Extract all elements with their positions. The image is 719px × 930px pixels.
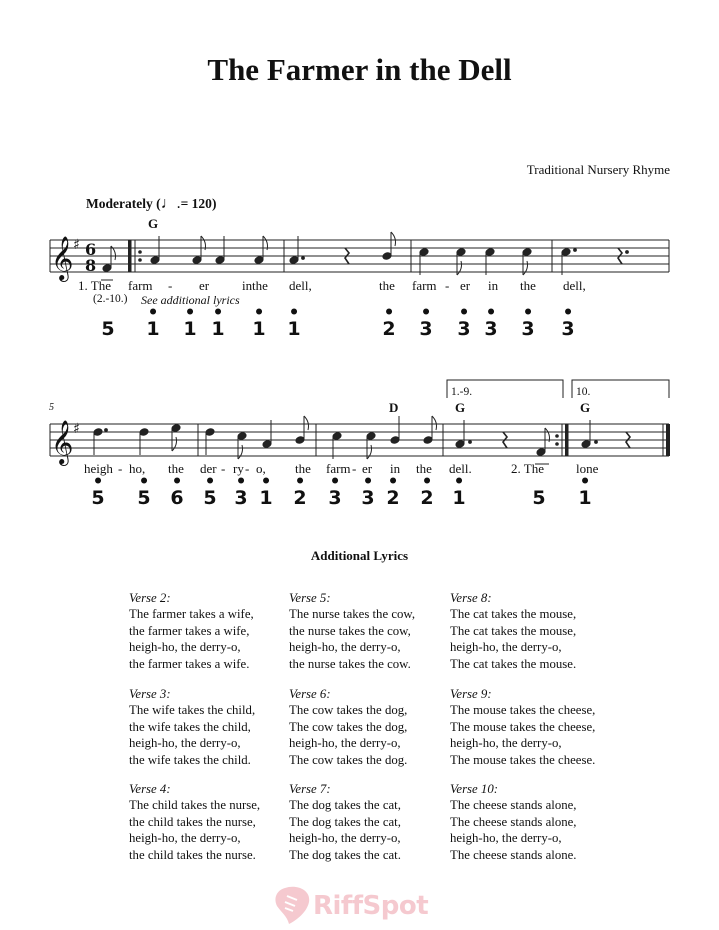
lyric-syllable: - <box>445 278 450 293</box>
blow-dot-icon: • <box>453 472 465 492</box>
blow-dot-icon: • <box>212 303 224 323</box>
composer-credit: Traditional Nursery Rhyme <box>526 162 670 177</box>
harmonica-tab <box>454 303 474 340</box>
lyric-syllable: ry <box>233 461 244 476</box>
verse-line: The cheese stands alone, <box>450 814 577 829</box>
verse-line: heigh-ho, the derry-o, <box>129 831 241 846</box>
verse-heading: Verse 2: <box>129 591 171 605</box>
harmonica-tab <box>529 487 549 509</box>
dotted-quarter-note-icon: ♩. <box>160 195 181 212</box>
draw-dot-icon: • <box>485 303 497 323</box>
blow-dot-icon: • <box>288 303 300 323</box>
harmonica-hole-number: 5 <box>91 487 105 509</box>
verse-block <box>289 686 407 768</box>
harmonica-hole-number: 1 <box>211 318 225 340</box>
draw-dot-icon: • <box>421 472 433 492</box>
lyric-syllable: in <box>488 278 499 293</box>
verse-line: heigh-ho, the derry-o, <box>129 640 241 655</box>
second-ending-label: 10. <box>576 386 591 398</box>
verse-line: The cat takes the mouse, <box>450 623 577 638</box>
verse-line: heigh-ho, the derry-o, <box>289 736 401 751</box>
draw-dot-icon: • <box>522 303 534 323</box>
svg-text:6: 6 <box>85 240 97 259</box>
verse-line: heigh-ho, the derry-o, <box>450 831 562 846</box>
harmonica-tab <box>383 472 403 509</box>
chord-symbol: G <box>580 400 591 415</box>
lyric-syllable: - <box>352 461 357 476</box>
harmonica-tab <box>284 303 304 340</box>
draw-dot-icon: • <box>329 472 341 492</box>
verse-line: the farmer takes a wife, <box>129 623 250 638</box>
lyric-syllable: the <box>295 461 311 476</box>
harmonica-hole-number: 3 <box>328 487 342 509</box>
logo-wordmark: RiffSpot <box>313 891 429 921</box>
lyric-syllable: farm <box>412 278 437 293</box>
harmonica-hole-number: 1 <box>183 318 197 340</box>
harmonica-hole-number: 2 <box>382 318 396 340</box>
verse-heading: Verse 9: <box>450 687 492 701</box>
harmonica-tab <box>325 472 345 509</box>
harmonica-hole-number: 2 <box>293 487 307 509</box>
draw-dot-icon: • <box>420 303 432 323</box>
svg-text:♯: ♯ <box>73 237 80 253</box>
verse-line: The child takes the nurse, <box>129 798 261 813</box>
verse-line: The dog takes the cat, <box>289 798 401 813</box>
verse-line: The mouse takes the cheese, <box>450 703 596 718</box>
blow-dot-icon: • <box>579 472 591 492</box>
lyric-syllable: the <box>520 278 536 293</box>
harmonica-hole-number: 3 <box>457 318 471 340</box>
verse-line: heigh-ho, the derry-o, <box>289 831 401 846</box>
lyric-syllable: in <box>242 278 253 293</box>
lyric-syllable: dell, <box>289 278 312 293</box>
lyric-syllable: ho, <box>129 461 146 476</box>
verse-line: The dog takes the cat, <box>289 814 401 829</box>
verse-line: heigh-ho, the derry-o, <box>289 640 401 655</box>
harmonica-tab <box>249 303 269 340</box>
lyric-syllable: farm <box>326 461 351 476</box>
harmonica-tab <box>417 472 437 509</box>
svg-text:♯: ♯ <box>73 421 80 437</box>
harmonica-hole-number: 5 <box>101 318 115 340</box>
lyric-syllable: er <box>362 461 373 476</box>
see-additional-lyrics-note: See additional lyrics <box>141 293 240 307</box>
verse-block <box>450 590 576 672</box>
lyric-syllable: dell. <box>449 461 472 476</box>
lyric-syllable: lone <box>576 461 599 476</box>
verse-line: The cow takes the dog, <box>289 703 408 718</box>
verse-heading: Verse 3: <box>129 687 171 701</box>
lyric-syllable: in <box>390 461 401 476</box>
harmonica-hole-number: 5 <box>203 487 217 509</box>
verse-heading: Verse 8: <box>450 591 492 605</box>
harmonica-hole-number: 1 <box>259 487 273 509</box>
verse-line: heigh-ho, the derry-o, <box>129 736 241 751</box>
verse-line: the nurse takes the cow. <box>289 656 411 671</box>
lyric-syllable: er <box>460 278 471 293</box>
chord-symbol: D <box>389 400 399 415</box>
verse-block <box>450 686 595 768</box>
draw-dot-icon: • <box>362 472 374 492</box>
verse-line: The cheese stands alone. <box>450 847 577 862</box>
chord-symbol: G <box>455 400 466 415</box>
harmonica-tab <box>558 303 578 340</box>
lyric-syllable: the <box>379 278 395 293</box>
verse-line: heigh-ho, the derry-o, <box>450 736 562 751</box>
lyric-syllable: heigh <box>84 461 113 476</box>
verse-heading: Verse 5: <box>289 591 331 605</box>
harmonica-hole-number: 3 <box>484 318 498 340</box>
harmonica-tab <box>481 303 501 340</box>
harmonica-hole-number: 1 <box>146 318 160 340</box>
lyric-syllable: the <box>252 278 268 293</box>
lyric-syllable: the <box>416 461 432 476</box>
verse-line: The nurse takes the cow, <box>289 607 416 622</box>
verse-block <box>289 781 401 863</box>
verse-line: the nurse takes the cow, <box>289 623 411 638</box>
verse-line: the wife takes the child. <box>129 752 251 767</box>
harmonica-hole-number: 3 <box>521 318 535 340</box>
svg-text:𝄞: 𝄞 <box>51 236 74 280</box>
draw-dot-icon: • <box>387 472 399 492</box>
verse-block <box>129 590 254 672</box>
chord-symbol: G <box>148 216 159 231</box>
verse-heading: Verse 6: <box>289 687 331 701</box>
verse-line: The dog takes the cat. <box>289 847 401 862</box>
additional-lyrics-heading: Additional Lyrics <box>310 548 409 563</box>
draw-dot-icon: • <box>294 472 306 492</box>
verse-line: the child takes the nurse, <box>129 814 256 829</box>
verse-heading: Verse 7: <box>289 782 331 796</box>
draw-dot-icon: • <box>138 472 150 492</box>
blow-dot-icon: • <box>253 303 265 323</box>
harmonica-hole-number: 3 <box>234 487 248 509</box>
draw-dot-icon: • <box>235 472 247 492</box>
harmonica-tab <box>358 472 378 509</box>
lyric-syllable: 2. The <box>511 461 544 476</box>
harmonica-hole-number: 1 <box>287 318 301 340</box>
verse-range-label: (2.-10.) <box>93 293 128 305</box>
harmonica-hole-number: 2 <box>386 487 400 509</box>
verse-line: The cheese stands alone, <box>450 798 577 813</box>
harmonica-tab <box>208 303 228 340</box>
svg-text:8: 8 <box>85 256 97 275</box>
lyric-syllable: - <box>118 461 123 476</box>
blow-dot-icon: • <box>147 303 159 323</box>
verse-block <box>450 781 577 863</box>
tempo-bpm: = 120 <box>180 196 212 211</box>
verse-line: The mouse takes the cheese. <box>450 752 596 767</box>
lyric-syllable: - <box>245 461 250 476</box>
svg-text:𝄞: 𝄞 <box>51 420 74 464</box>
harmonica-tab <box>379 303 399 340</box>
harmonica-tab <box>143 303 163 340</box>
verse-line: The cat takes the mouse. <box>450 656 577 671</box>
draw-dot-icon: • <box>171 472 183 492</box>
lyric-syllable: der <box>200 461 217 476</box>
harmonica-tab <box>200 472 220 509</box>
tempo-label: Moderately <box>86 196 153 211</box>
measure-number: 5 <box>49 402 54 413</box>
verse-line: The farmer takes a wife, <box>129 607 254 622</box>
verse-block <box>289 590 415 672</box>
harmonica-hole-number: 2 <box>420 487 434 509</box>
verse-line: The cat takes the mouse, <box>450 607 577 622</box>
harmonica-tab <box>98 318 118 340</box>
verse-line: heigh-ho, the derry-o, <box>450 640 562 655</box>
verse-line: The mouse takes the cheese, <box>450 719 596 734</box>
draw-dot-icon: • <box>204 472 216 492</box>
harmonica-tab <box>180 303 200 340</box>
harmonica-hole-number: 3 <box>561 318 575 340</box>
verse-line: the wife takes the child, <box>129 719 251 734</box>
harmonica-hole-number: 1 <box>452 487 466 509</box>
harmonica-tab <box>416 303 436 340</box>
harmonica-hole-number: 3 <box>419 318 433 340</box>
verse-block <box>129 781 260 863</box>
verse-line: The cow takes the dog, <box>289 719 408 734</box>
verse-heading: Verse 10: <box>450 782 498 796</box>
lyric-syllable: dell, <box>563 278 586 293</box>
harmonica-hole-number: 1 <box>252 318 266 340</box>
harmonica-hole-number: 3 <box>361 487 375 509</box>
harmonica-tab <box>231 472 251 509</box>
harmonica-tab <box>449 472 469 509</box>
harmonica-hole-number: 1 <box>578 487 592 509</box>
lyric-syllable: er <box>199 278 210 293</box>
lyric-syllable: - <box>221 461 226 476</box>
harmonica-hole-number: 5 <box>532 487 546 509</box>
draw-dot-icon: • <box>562 303 574 323</box>
song-title: The Farmer in the Dell <box>207 52 512 87</box>
draw-dot-icon: • <box>92 472 104 492</box>
lyric-syllable: o, <box>256 461 266 476</box>
harmonica-tab <box>134 472 154 509</box>
lyric-syllable: farm <box>128 278 153 293</box>
harmonica-tab <box>575 472 595 509</box>
harmonica-tab <box>290 472 310 509</box>
harmonica-hole-number: 5 <box>137 487 151 509</box>
verse-line: The wife takes the child, <box>129 703 256 718</box>
harmonica-tab <box>256 472 276 509</box>
lyric-syllable: - <box>168 278 173 293</box>
harmonica-tab <box>167 472 187 509</box>
verse-block <box>129 686 255 768</box>
harmonica-hole-number: 6 <box>170 487 184 509</box>
first-ending-label: 1.-9. <box>451 386 473 398</box>
blow-dot-icon: • <box>260 472 272 492</box>
tempo-marking: Moderately (♩.= 120) <box>86 195 217 212</box>
verse-line: The cow takes the dog. <box>289 752 408 767</box>
lyric-syllable: 1. The <box>78 278 111 293</box>
harmonica-tab <box>88 472 108 509</box>
draw-dot-icon: • <box>458 303 470 323</box>
harmonica-tab <box>518 303 538 340</box>
verse-line: the farmer takes a wife. <box>129 656 250 671</box>
verse-heading: Verse 4: <box>129 782 171 796</box>
blow-dot-icon: • <box>184 303 196 323</box>
lyric-syllable: the <box>168 461 184 476</box>
verse-line: the child takes the nurse. <box>129 847 256 862</box>
draw-dot-icon: • <box>383 303 395 323</box>
